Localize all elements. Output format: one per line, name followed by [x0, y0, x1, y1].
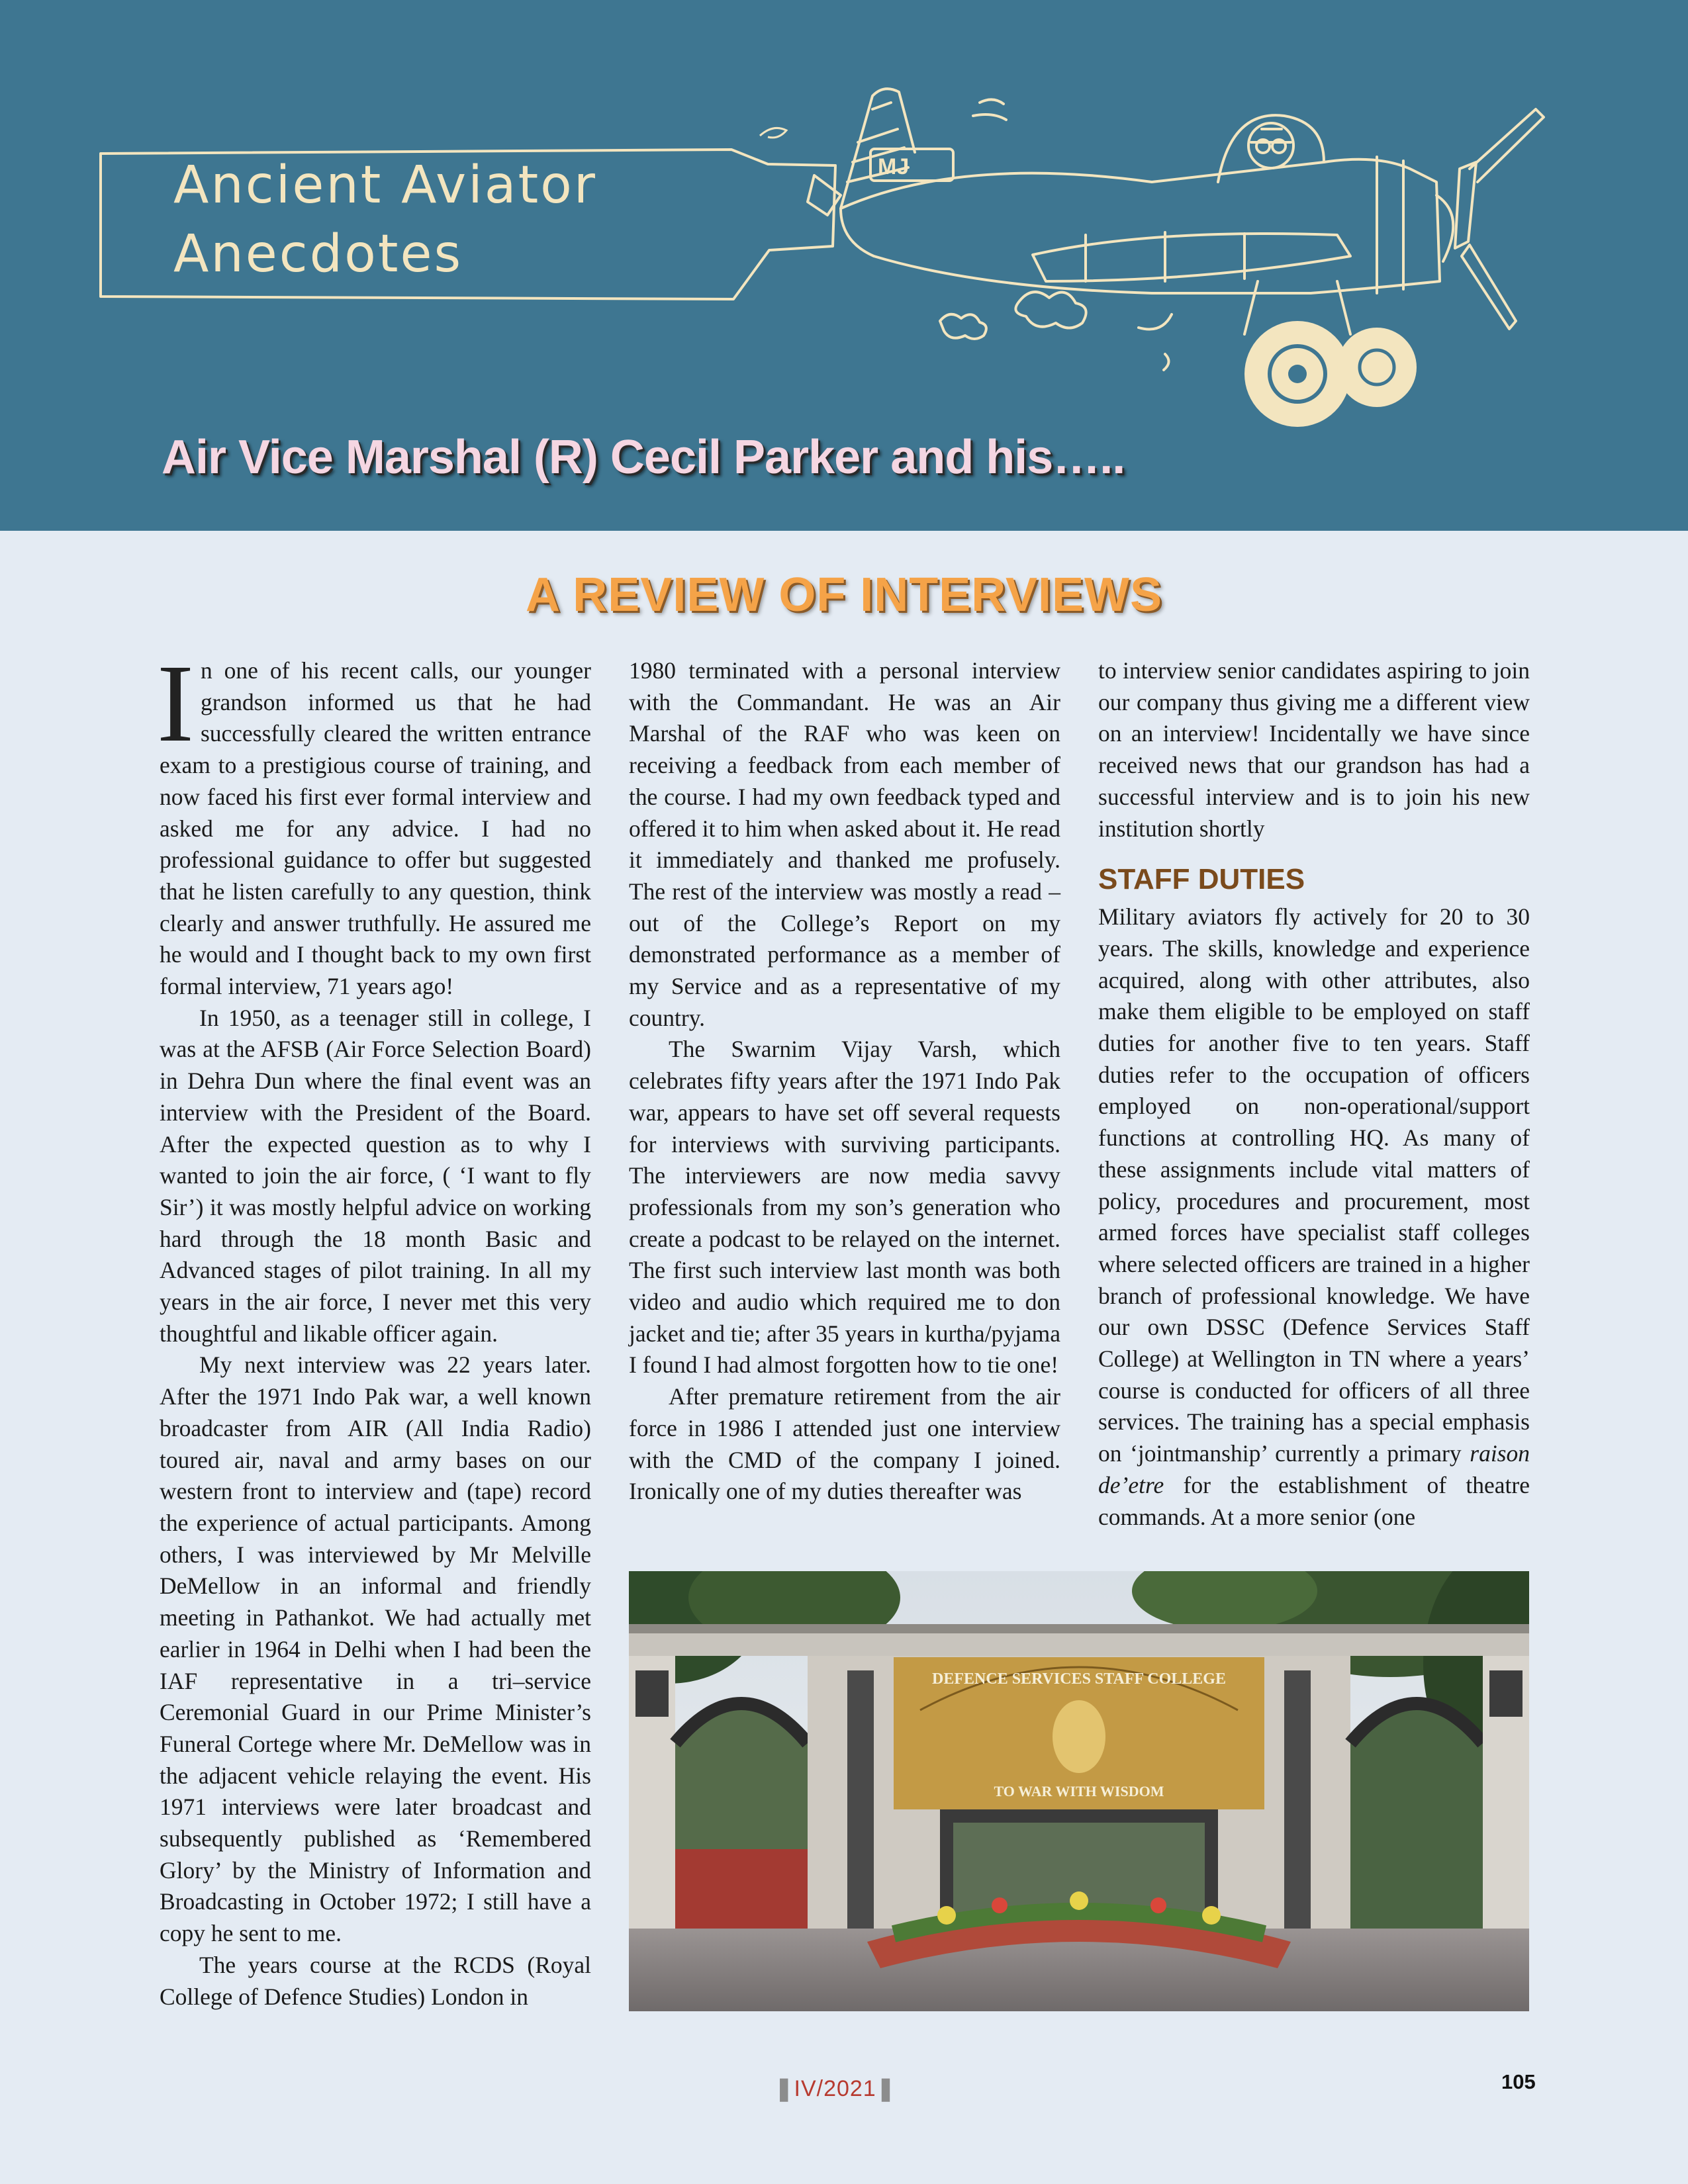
article-headline: A REVIEW OF INTERVIEWS [525, 569, 1163, 621]
paragraph: The Swarnim Vijay Varsh, which celebrates fifty years after the 1971 Indo Pak war, appears to have set off several requests for interviews with surviving participants. The interviewers are now media savvy professionals from my son’s generation who create a podcast to be relayed on the internet. The first such interview last month was both video and audio which required me to don jacket and tie; after 35 years in kurtha/pyjama I found I had almost forgotten how to tie one! [629, 1036, 1060, 1379]
gate-motto: TO WAR WITH WISDOM [994, 1783, 1164, 1799]
paragraph: The years course at the RCDS (Royal College of Defence Studies) London in [160, 1951, 591, 2010]
paragraph: 1980 terminated with a personal interview with the Commandant. He was an Air Marshal of the RAF who was keen on receiving a feedback from each member of the course. I had my own feedback typed and offered it to him when asked about it. He read it immediately and thanked me profusely. The rest of the interview was mostly a read – out of the College’s Report on my demonstrated performance as a member of my Service and as a representative of my country. [629, 657, 1060, 1031]
paragraph: In one of his recent calls, our younger grandson informed us that he had successfully cleared the written entrance exam to a prestigious course of training, and now faced his first ever formal interview and asked me for any advice. I had no professional guidance to offer but suggested that he listen carefully to any question, think clearly and answer truthfully. He assured me he would and I thought back to my own first formal interview, 71 years ago! [157, 642, 591, 1000]
section-heading: STAFF DUTIES [1098, 863, 1305, 896]
series-title: Ancient Aviator Anecdotes [173, 156, 597, 284]
header-banner [0, 0, 1688, 531]
paragraph: Military aviators fly actively for 20 to 30 years. The skills, knowledge and experience acquired, along with other attributes, also make them eligible to be employed on staff duties for another five to ten years. Staff duties refer to the occupation of officers employed on non-operational/support functions at controlling HQ. As many of these assignments include vital matters of policy, procedures and procurement, most armed forces have specialist staff colleges where selected officers are trained in a higher branch of professional knowledge. We have our own DSSC (Defence Services Staff College) at Wellington in TN where a years’ course is conducted for officers of all three services. The training has a special emphasis on ‘jointmanship’ currently a primary raison de’etre for the establishment of theatre commands. At a more senior (one [1098, 903, 1530, 1530]
airplane-illustration-icon [741, 83, 1622, 440]
paragraph: to interview senior candidates aspiring to join our company thus giving me a different view on an interview! Incidentally we have since received news that our grandson has had a successful interview and is to join his new institution shortly [1098, 657, 1530, 842]
drop-cap: I [157, 642, 194, 765]
plane-marking: MJ [878, 154, 910, 179]
paragraph: After premature retirement from the air force in 1986 I attended just one interview with the CMD of the company I joined. Ironically one of my duties thereafter was [629, 1383, 1060, 1505]
page-number: 105 [1501, 2070, 1536, 2093]
gate-photo-image [629, 1571, 1529, 2011]
issue-label: ❚IV/2021❚ [774, 2076, 896, 2101]
gate-sign-arc: DEFENCE SERVICES STAFF COLLEGE [932, 1670, 1226, 1688]
paragraph: My next interview was 22 years later. After the 1971 Indo Pak war, a well known broadcaster from AIR (All India Radio) toured air, naval and army bases on our western front to interview and (tape) record the experience of actual participants. Among others, I was interviewed by Mr Melville DeMellow in an informal and friendly meeting in Pathankot. We had actually met earlier in 1964 in Delhi when I had been the IAF representative in a tri–service Ceremonial Guard in our Prime Minister’s Funeral Cortege where Mr. DeMellow was in the adjacent vehicle relaying the event. His 1971 interviews were later broadcast and subsequently published as ‘Remembered Glory’ by the Ministry of Information and Broadcasting in October 1972; I still have a copy he sent to me. [160, 1351, 591, 1947]
staff-college-gate-photo [629, 1571, 1529, 2011]
author-line: Air Vice Marshal (R) Cecil Parker and his….. [162, 431, 1125, 484]
article-column-1 [157, 642, 591, 2013]
article-column-3 [1098, 655, 1530, 1533]
article-column-2 [629, 655, 1060, 1508]
paragraph: In 1950, as a teenager still in college, I was at the AFSB (Air Force Selection Board) in Dehra Dun where the final event was an interview with the President of the Board. After the expected question as to why I wanted to join the air force, ( ‘I want to fly Sir’) it was mostly helpful advice on working hard through the 18 month Basic and Advanced stages of pilot training. In all my years in the air force, I never met this very thoughtful and likable officer again. [160, 1004, 591, 1347]
